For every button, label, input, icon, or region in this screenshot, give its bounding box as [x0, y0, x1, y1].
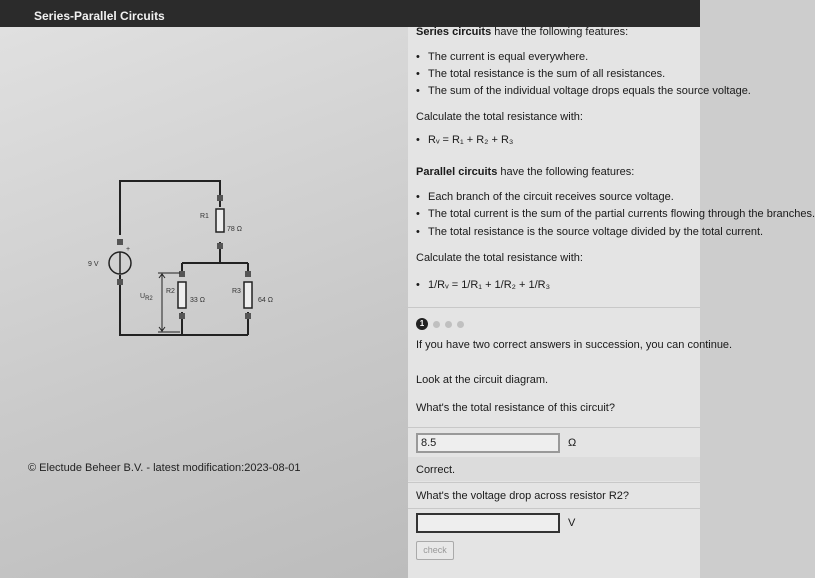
divider [408, 508, 700, 509]
page-title: Series-Parallel Circuits [34, 9, 165, 23]
resistor-r3 [244, 271, 252, 319]
step-current: 1 [416, 318, 428, 330]
calc-instruction: Calculate the total resistance with: [416, 111, 583, 123]
source-label: 9 V [88, 261, 99, 268]
divider [408, 427, 700, 428]
check-button[interactable]: check [416, 541, 454, 560]
copyright-text: © Electude Beheer B.V. - latest modification:2023-08-01 [28, 462, 301, 474]
resistor-r2 [178, 271, 186, 319]
parallel-heading: Parallel circuits have the following features: [416, 166, 635, 178]
r3-label: R3 [232, 288, 241, 295]
question-2: What's the voltage drop across resistor R2? [416, 490, 630, 502]
plus-label: + [126, 246, 131, 253]
r2-value: 33 Ω [190, 297, 205, 304]
content-panel [408, 26, 815, 578]
series-heading: Series circuits have the following features: [416, 26, 629, 38]
answer-2-input[interactable] [416, 513, 560, 533]
series-bullet: • The current is equal everywhere. [416, 51, 588, 63]
answer-1-input[interactable]: 8.5 [416, 433, 560, 453]
quiz-intro: If you have two correct answers in succession, you can continue. [416, 339, 733, 351]
left-panel [0, 27, 408, 578]
r3-value: 64 Ω [258, 297, 273, 304]
divider [408, 307, 700, 308]
feedback-text: Correct. [416, 464, 456, 476]
divider [408, 482, 700, 483]
parallel-bullet: • Each branch of the circuit receives source voltage. [416, 191, 674, 203]
step-dot [457, 321, 464, 328]
r2-label: R2 [166, 288, 175, 295]
series-bullet: • The sum of the individual voltage drops equals the source voltage. [416, 85, 751, 97]
answer-2-unit: V [568, 517, 576, 529]
step-dot [445, 321, 452, 328]
calc-instruction: Calculate the total resistance with: [416, 252, 583, 264]
series-formula: • Rᵥ = R₁ + R₂ + R₃ [416, 134, 513, 146]
step-dot [433, 321, 440, 328]
circuit-wires [120, 181, 248, 335]
u-label: UR2 [140, 293, 153, 302]
r1-value: 78 Ω [227, 226, 242, 233]
voltage-arrow [158, 273, 180, 332]
r1-label: R1 [200, 213, 209, 220]
progress-steps [416, 318, 464, 330]
circuit-diagram [80, 167, 280, 347]
quiz-instruction: Look at the circuit diagram. [416, 374, 549, 386]
parallel-bullet: • The total resistance is the source voltage divided by the total current. [416, 226, 763, 238]
title-bar [0, 0, 700, 27]
answer-1-unit: Ω [568, 437, 577, 449]
parallel-bullet: • The total current is the sum of the partial currents flowing through the branches. [416, 208, 815, 220]
question-1: What's the total resistance of this circuit? [416, 402, 615, 414]
series-bullet: • The total resistance is the sum of all resistances. [416, 68, 665, 80]
parallel-formula: • 1/Rᵥ = 1/R₁ + 1/R₂ + 1/R₃ [416, 279, 550, 291]
